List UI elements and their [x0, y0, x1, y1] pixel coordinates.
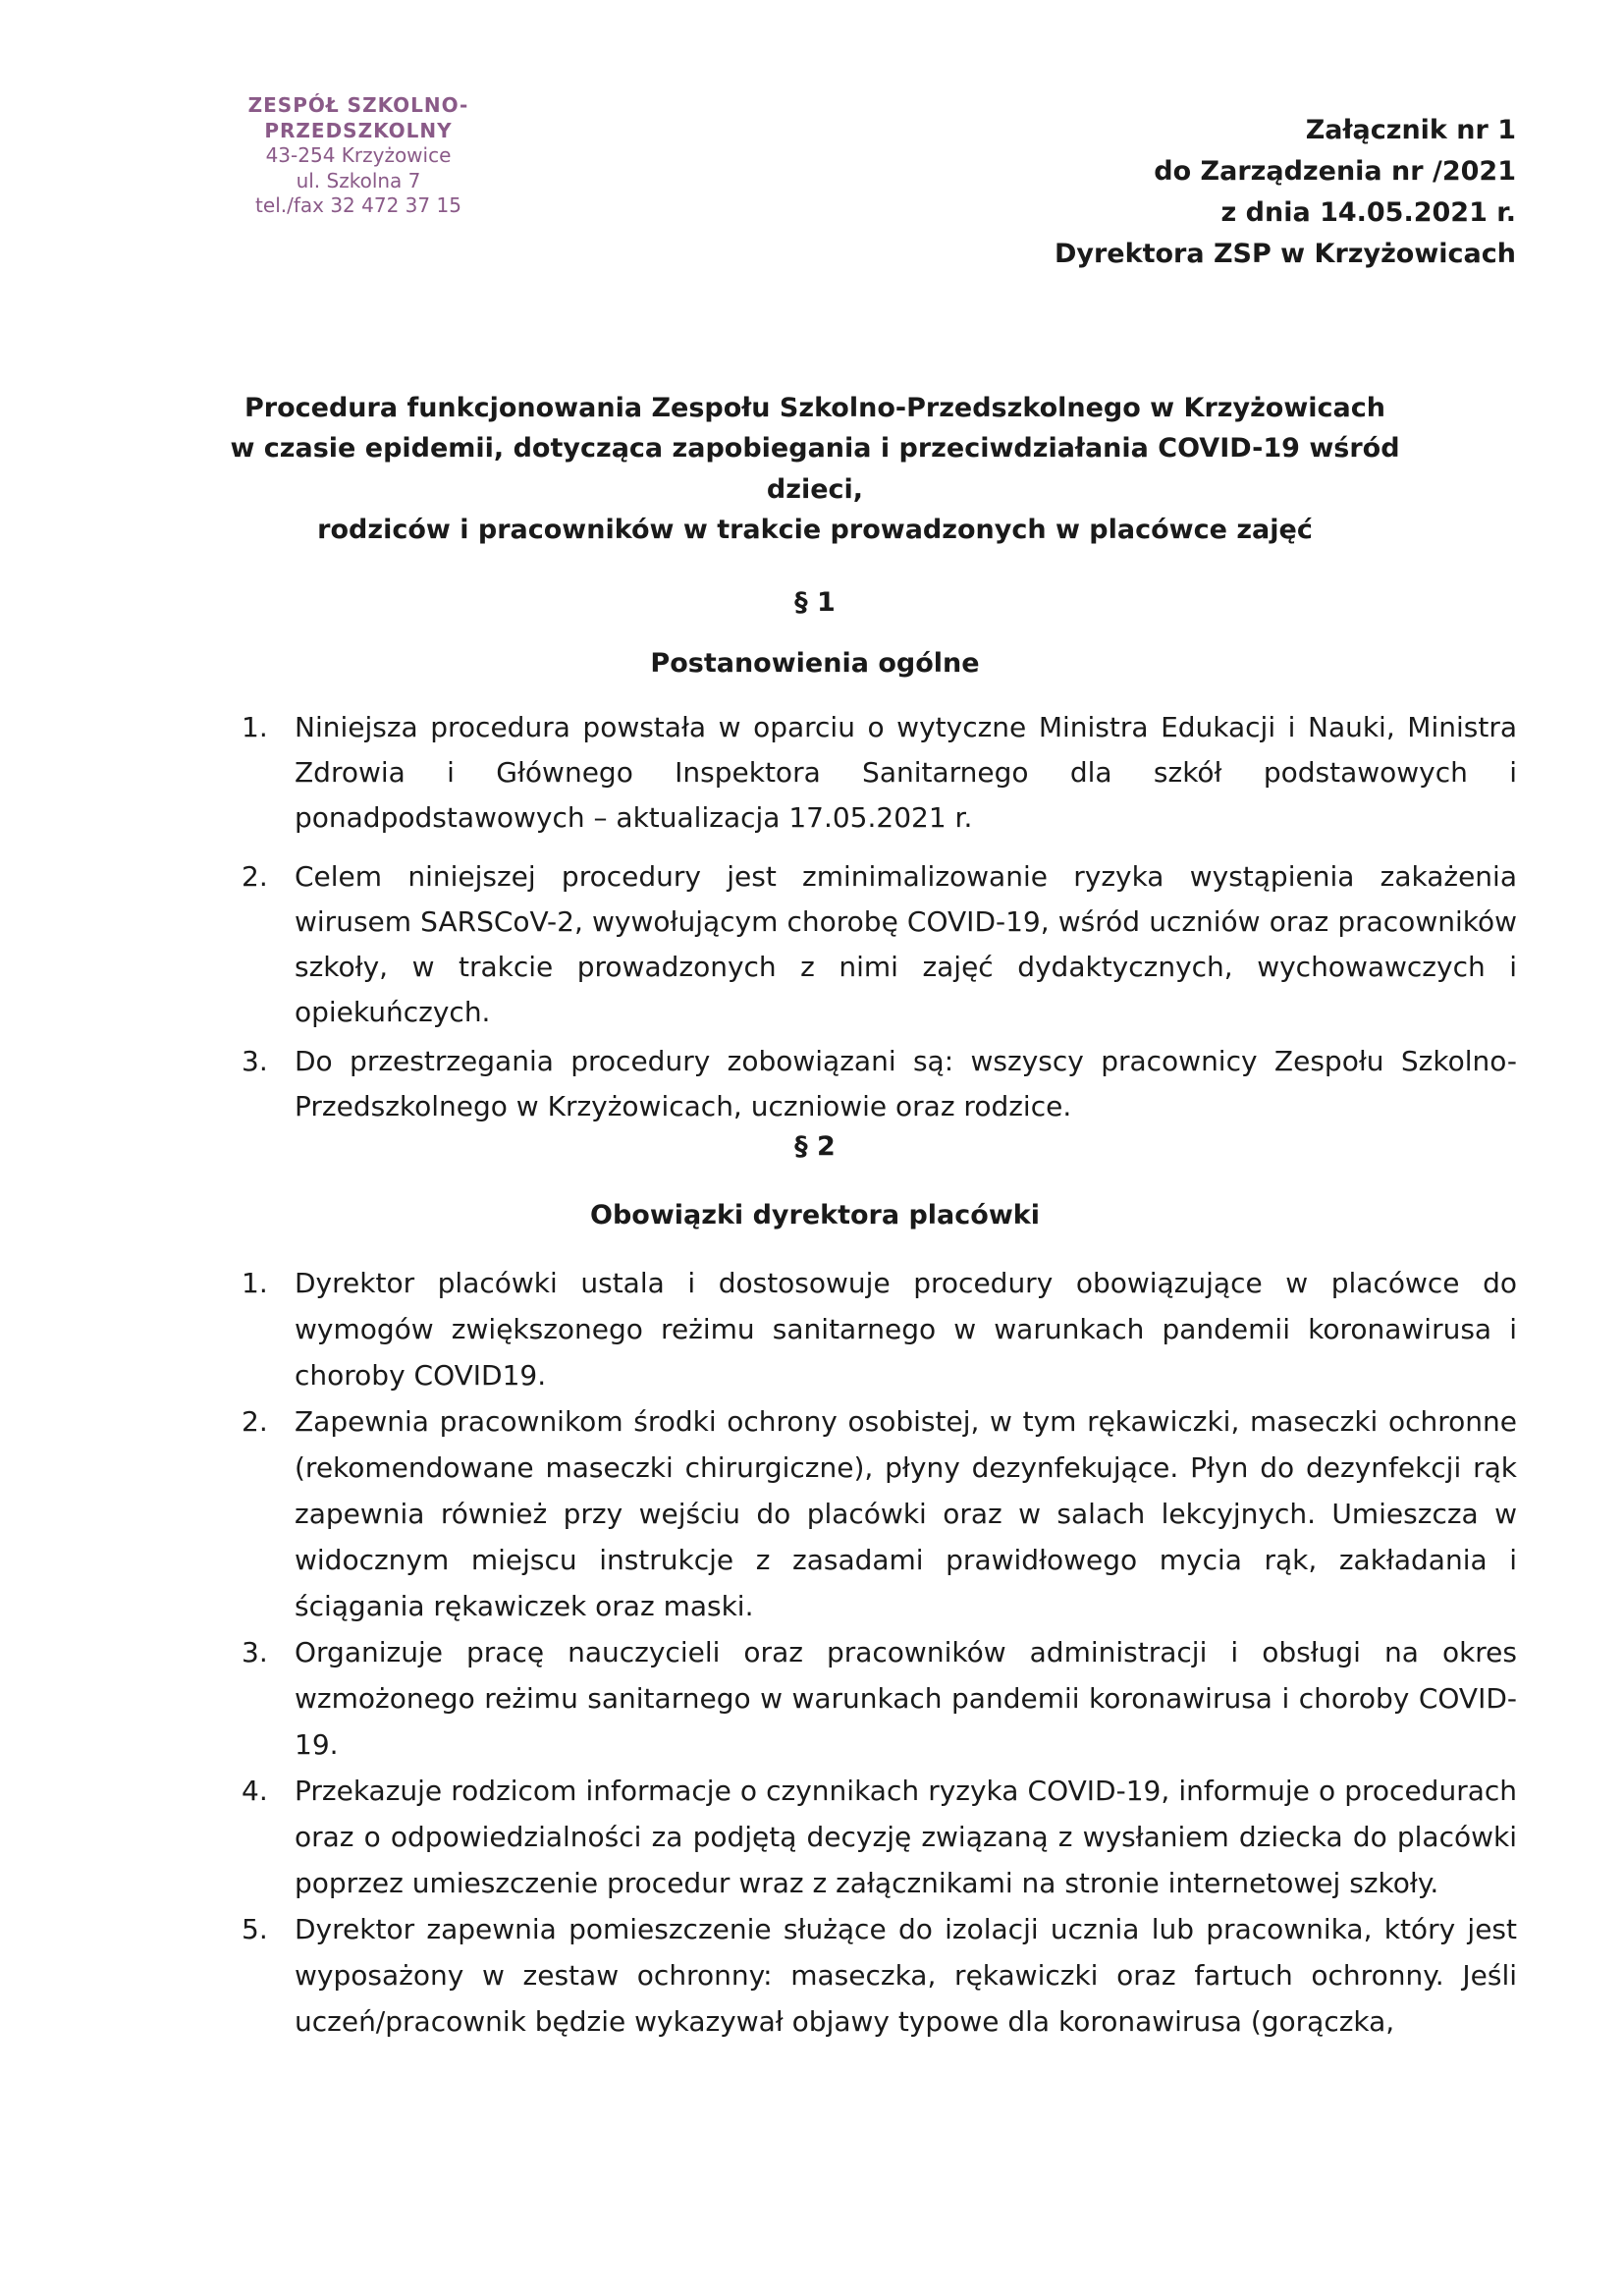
item-text: Dyrektor zapewnia pomieszczenie służące do izolacji ucznia lub pracownika, który jest wyposażony w zestaw ochronny: maseczka, rękawiczki oraz fartuch ochronny. Jeśli uczeń/pracownik będzie wykazywał objawy typowe dla koronawirusa (gorączka,	[295, 1913, 1517, 2038]
stamp-postal-address: 43-254 Krzyżowice	[265, 143, 452, 168]
section-1-list	[242, 705, 1517, 1143]
attachment-ordinance: do Zarządzenia nr /2021	[1154, 155, 1516, 187]
list-item	[242, 705, 1517, 841]
item-text: Zapewnia pracownikom środki ochrony osobistej, w tym rękawiczki, maseczki ochronne (rekomendowane maseczki chirurgiczne), płyny dezynfekujące. Płyn do dezynfekcji rąk zapewnia również przy wejściu do placówki oraz w salach lekcyjnych. Umieszcza w widocznym miejscu instrukcje z zasadami prawidłowego mycia rąk, zakładania i ściągania rękawiczek oraz maski.	[295, 1405, 1517, 1622]
attachment-date: z dnia 14.05.2021 r.	[1220, 196, 1516, 228]
section-1-symbol: § 1	[794, 587, 836, 618]
section-2-heading: Obowiązki dyrektora placówki	[590, 1200, 1040, 1230]
item-number: 2.	[242, 860, 268, 893]
stamp-school-name: ZESPÓŁ SZKOLNO-PRZEDSZKOLNY	[247, 93, 469, 142]
list-item	[242, 1768, 1517, 1906]
item-text: Organizuje pracę nauczycieli oraz pracowników administracji i obsługi na okres wzmożonego reżimu sanitarnego w warunkach pandemii koronawirusa i choroby COVID-19.	[295, 1636, 1517, 1761]
title-line: rodziców i pracowników w trakcie prowadzonych w placówce zajęć	[317, 514, 1313, 545]
item-number: 3.	[242, 1636, 268, 1668]
list-item	[242, 1906, 1517, 2045]
list-item	[242, 1398, 1517, 1629]
item-text: Celem niniejszej procedury jest zminimalizowanie ryzyka wystąpienia zakażenia wirusem SARSCoV-2, wywołującym chorobę COVID-19, wśród uczniów oraz pracowników szkoły, w trakcie prowadzonych z nimi zajęć dydaktycznych, wychowawczych i opiekuńczych.	[295, 860, 1517, 1028]
title-line: Procedura funkcjonowania Zespołu Szkolno-Przedszkolnego w Krzyżowicach	[244, 393, 1385, 423]
list-item	[242, 854, 1517, 1035]
school-stamp	[162, 93, 555, 219]
item-number: 4.	[242, 1775, 268, 1807]
item-number: 3.	[242, 1045, 268, 1077]
item-text: Niniejsza procedura powstała w oparciu o wytyczne Ministra Edukacji i Nauki, Ministra Zdrowia i Głównego Inspektora Sanitarnego dla szkół podstawowych i ponadpodstawowych – aktualizacja 17.05.2021 r.	[295, 711, 1517, 834]
list-item	[242, 1629, 1517, 1768]
list-item	[242, 1039, 1517, 1129]
title-line: w czasie epidemii, dotycząca zapobiegania i przeciwdziałania COVID-19 wśród dzieci,	[230, 433, 1400, 505]
item-number: 1.	[242, 711, 268, 743]
section-2-symbol: § 2	[794, 1131, 836, 1162]
item-number: 1.	[242, 1267, 268, 1299]
item-text: Dyrektor placówki ustala i dostosowuje procedury obowiązujące w placówce do wymogów zwiększonego reżimu sanitarnego w warunkach pandemii koronawirusa i choroby COVID19.	[295, 1267, 1517, 1392]
attachment-issuer: Dyrektora ZSP w Krzyżowicach	[1054, 238, 1516, 269]
item-text: Do przestrzegania procedury zobowiązani są: wszyscy pracownicy Zespołu Szkolno-Przedszkolnego w Krzyżowicach, uczniowie oraz rodzice.	[295, 1045, 1517, 1122]
stamp-street-address: ul. Szkolna 7	[296, 168, 421, 192]
item-number: 5.	[242, 1913, 268, 1945]
stamp-phone: tel./fax 32 472 37 15	[255, 193, 461, 218]
attachment-header	[1005, 110, 1516, 274]
document-title	[196, 388, 1434, 550]
section-2-list	[242, 1260, 1517, 2045]
section-1-heading: Postanowienia ogólne	[650, 648, 980, 679]
item-text: Przekazuje rodzicom informacje o czynnikach ryzyka COVID-19, informuje o procedurach oraz o odpowiedzialności za podjętą decyzję związaną z wysłaniem dziecka do placówki poprzez umieszczenie procedur wraz z załącznikami na stronie internetowej szkoły.	[295, 1775, 1517, 1899]
item-number: 2.	[242, 1405, 268, 1438]
list-item	[242, 1260, 1517, 1398]
attachment-number: Załącznik nr 1	[1305, 115, 1516, 145]
